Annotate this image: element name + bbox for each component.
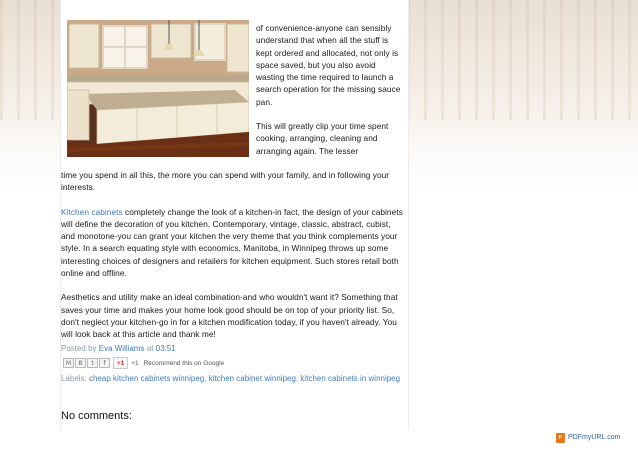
at-label: at [146,344,154,353]
post-content-column [60,0,409,430]
label-link-1[interactable]: cheap kitchen cabinets winnipeg [89,374,205,383]
post-labels: Labels: cheap kitchen cabinets winnipeg, kitchen cabinet winnipeg, kitchen cabinets in winnipeg [61,374,401,383]
band-texture [407,0,638,120]
email-share-button[interactable]: M [63,358,74,368]
paragraph-2-end: time you spend in all this, the more you can spend with your family, and in following your interests. [61,170,390,193]
paragraph-4: Aesthetics and utility make an ideal combination-and who wouldn't want it? Something that saves your time and makes your home look good should be on top of your priority list. So, don't neglect your kitchen-go in for a kitchen modification today, if you haven't already. You will look back at this article and thank me! [61,292,398,340]
right-column-text [256,22,404,157]
google-plus-button[interactable] [113,357,128,369]
label-link-3[interactable]: kitchen cabinets in winnipeg [300,374,401,383]
kitchen-photo [67,20,249,157]
google-plus-label: +1 [117,359,125,367]
posted-by-label: Posted by [61,344,97,353]
kitchen-photo-drawing [67,20,249,157]
post-time-link[interactable]: 03:51 [155,344,176,353]
right-side-band [407,0,638,430]
paragraph-1: of convenience-anyone can sensibly understand that when all the stuff is kept ordered and allocated, not only is space saved, but you also avoid wasting the time required to launch a search operation for the missing sauce pan. [256,23,401,107]
author-link[interactable]: Eva Williams [98,344,145,353]
left-side-band [0,0,60,430]
label-link-2[interactable]: kitchen cabinet winnipeg [208,374,296,383]
paragraph-3-text: completely change the look of a kitchen-in fact, the design of your cabinets will define the decoration of you kitchen. Contemporary, vintage, classic, abstract, cubist, and monotone-you can grant your kitchen the very theme that you think complements your style. In a search equating style with economics, Manitoba, in Winnipeg throws up some interesting choices of designers and retailers for kitchen equipment. Such stores retail both online and offline. [61,206,403,279]
full-width-text [61,169,406,341]
twitter-share-button[interactable]: t [87,358,98,368]
post-meta [61,343,176,355]
kitchen-cabinets-link[interactable]: Kitchen cabinets [61,206,123,217]
blog-this-button[interactable]: B [75,358,86,368]
google-plus-count: +1 [131,359,139,367]
facebook-share-button[interactable]: f [99,358,110,368]
share-bar [63,357,224,369]
paragraph-2-start: This will greatly clip your time spent cooking, arranging, cleaning and arranging again. The lesser [256,121,389,156]
pdf-icon: P [556,433,565,443]
pdfmyurl-watermark[interactable] [556,432,621,443]
recommend-text: Recommend this on Google [143,359,225,367]
paragraph-3 [61,206,406,280]
watermark-text: PDFmyURL.com [568,434,621,441]
labels-label: Labels: [61,374,87,383]
band-texture [0,0,60,120]
comments-heading: No comments: [61,410,132,422]
